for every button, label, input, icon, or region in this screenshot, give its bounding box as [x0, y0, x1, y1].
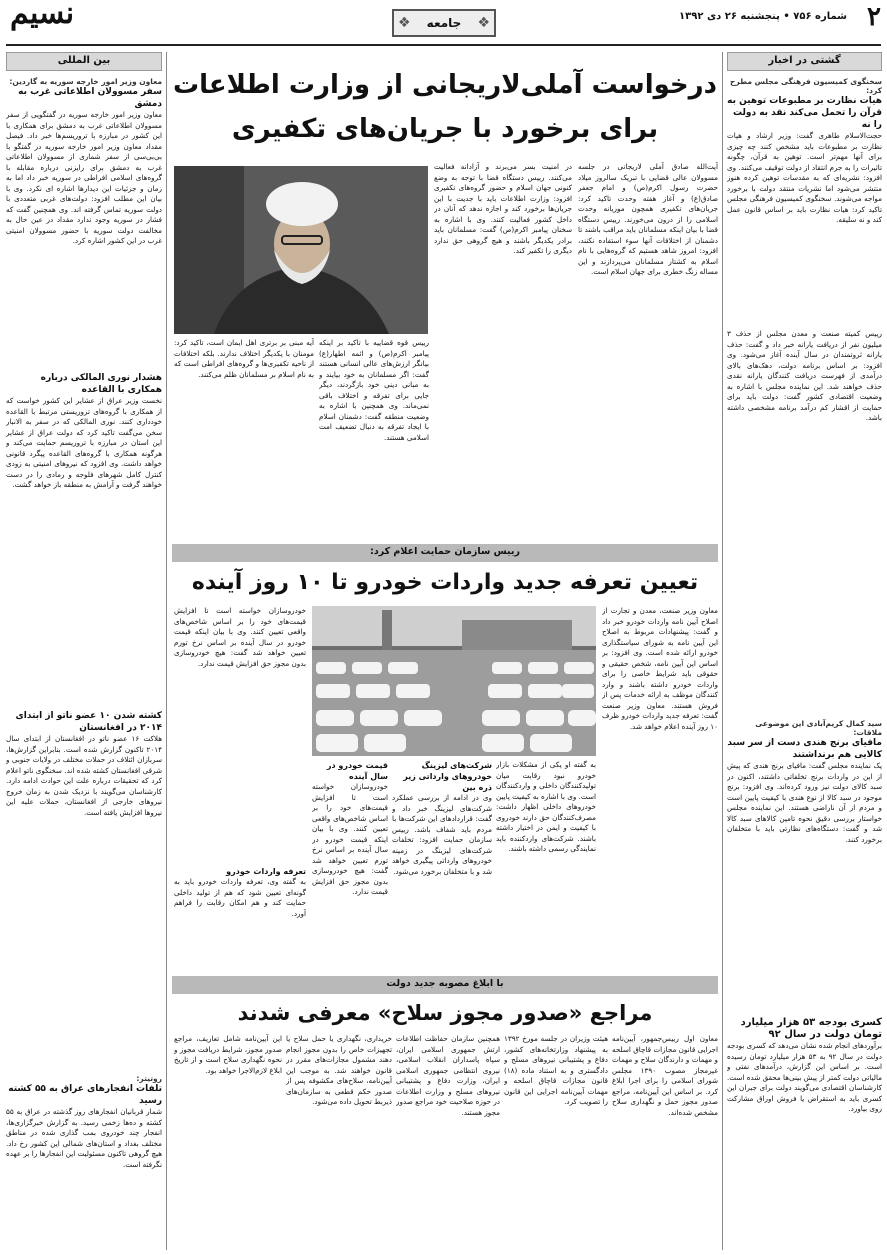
bottom-col-4: خریداری، نگهداری یا حمل سلاح یا تجهیزات خاص را بدون مجوز انجام دهند مشمول مجازات‌های مقرر در قانون خواهند شد. به موجب این آیین‌نامه، سلاح‌های مکشوفه پس از صدور حکم قطعی به سازمان‌های ذیربط تحویل داده می‌شود. — [286, 1034, 392, 1106]
car — [564, 662, 594, 674]
middle-col-1: معاون وزیر صنعت، معدن و تجارت از اصلاح آیین نامه واردات خودرو خبر داد و گفت: پیشنهادات مربوط به اصلاح این آیین نامه به شورای سیاستگذاری خودرو ارائه شده است. وی افزود: بر اساس این آیین نامه، شخص حقیقی و حقوقی باید شرایط خاصی را برای واردات خودرو داشته باشند و وارد کنندگان موظف به ارائه خدمات پس از فروش هستند. معاون وزیر صنعت گفت: تعرفه جدید واردات خودرو ظرف ۱۰ روز آینده اعلام خواهد شد. — [602, 606, 718, 731]
middle-kicker-bar: رییس سازمان حمایت اعلام کرد: — [172, 544, 718, 562]
cleric-turban — [266, 182, 338, 226]
section-ornament-left: ❖ — [398, 15, 411, 31]
middle-col-5: خودروسازان خواسته است تا افزایش قیمت‌های خود را بر اساس شاخص‌های واقعی تعیین کنند. وی با بیان اینکه قیمت خودرو در سال آینده بر اساس نرخ تورم تعیین خواهد شد گفت: هیچ خودروسازی بدون مجوز حق افزایش قیمت ندارد. — [174, 606, 306, 668]
middle-sub-3: تعرفه واردات خودرو — [226, 867, 306, 876]
right-kicker-2: سید کمال کریم‌آبادی این موضوعی ملاقات: — [755, 719, 882, 737]
page-number: ۲ — [867, 2, 881, 32]
lead-photo-caption: آیه مبنی بر برتری اهل ایمان است، تاکید کرد: مومنان با یکدیگر اختلاف ندارند. بلکه اختلافات از ناحیه تکفیری‌ها و گروه‌های افراطی است که به نام اسلام بر مسلمانان ظلم می‌کنند. — [174, 338, 314, 379]
left-body-2: نخست وزیر عراق از عشایر این کشور خواست که از همکاری با گروه‌های تروریستی مرتبط با القاعده خودداری کنند. نوری المالکی که در سفر به الانبار سخن می‌گفت تاکید کرد که دولت عراق از عشایر این استان در مبارزه با تروریسم حمایت می‌کند و هرگونه همکاری با گروه‌های القاعده پیگرد قانونی خواهد داشت. وی افزود که نیروهای امنیتی به زودی کنترل کامل شهرهای فلوجه و رمادی را در دست خواهند گرفت و آرامش به منطقه باز خواهد گشت. — [6, 396, 162, 489]
bottom-col-5: این آیین‌نامه شامل تعاریف، مراجع صدور مجوز، شرایط دریافت مجوز و نحوه نگهداری سلاح است و از تاریخ ابلاغ لازم‌الاجرا خواهد بود. — [174, 1034, 282, 1075]
middle-sub-2: قیمت خودرو در سال آینده — [326, 761, 388, 781]
right-column — [727, 52, 882, 1250]
tower — [382, 610, 392, 650]
left-title-4: تلفات انفجارهای عراق به ۵۵ کشته رسید — [8, 1084, 162, 1106]
car-lot-illustration — [312, 606, 596, 756]
right-kicker-1: سخنگوی کمیسیون فرهنگی مجلس مطرح کرد: — [730, 77, 882, 95]
left-kicker-1: معاون وزیر امور خارجه سوریه به گاردین: — [9, 77, 162, 86]
lead-title-line-2: برای برخورد با جریان‌های تکفیری — [231, 114, 659, 144]
lead-photo — [174, 166, 428, 334]
car — [528, 662, 558, 674]
portrait-illustration — [174, 166, 428, 334]
car — [364, 734, 406, 752]
car — [482, 734, 524, 752]
right-column-header: گشتی در اخبار — [727, 52, 882, 71]
section-ornament-right: ❖ — [477, 15, 490, 31]
car — [316, 710, 354, 726]
middle-col-5-wrap — [174, 606, 306, 966]
middle-col-3: وی در ادامه از بررسی عملکرد شرکت‌های لیزینگ خبر داد و گفت: قراردادهای این شرکت‌ها با مردم باید شفاف باشد. رییس سازمان حمایت افزود: تخلفات شرکت‌های لیزینگ در زمینه خودروهای وارداتی پیگیری خواهد شد و با متخلفان برخورد می‌شود. — [392, 793, 492, 876]
right-title-3: کسری بودجه ۵۳ هزار میلیارد تومان دولت در سال ۹۲ — [740, 1017, 882, 1040]
middle-col-5b: به گفته وی، تعرفه واردات خودرو باید به گونه‌ای تعیین شود که هم از تولید داخلی حمایت کند و هم امکان رقابت را فراهم آورد. — [174, 877, 306, 918]
logo: نسیم — [10, 0, 75, 31]
bottom-kicker-bar: با ابلاغ مصوبه جدید دولت — [172, 976, 718, 994]
middle-col-4: خودروسازان خواسته است تا افزایش قیمت‌های خود را بر اساس شاخص‌های واقعی تعیین کنند. وی با بیان اینکه قیمت خودرو در سال آینده بر اساس نرخ تورم تعیین خواهد شد گفت: هیچ خودروسازی بدون مجوز حق افزایش قیمت ندارد. — [312, 782, 388, 896]
middle-col-4-wrap — [312, 760, 388, 966]
car-lot-photo — [312, 606, 596, 756]
left-column-divider — [166, 52, 167, 1250]
left-column-header: بین المللی — [6, 52, 162, 71]
car — [356, 684, 390, 698]
left-title-3: کشته شدن ۱۰ عضو ناتو از ابتدای ۲۰۱۴ در افغانستان — [15, 711, 162, 733]
bottom-col-3: همچنین سازمان حفاظت اطلاعات ارتش جمهوری اسلامی ایران، سپاه پاسداران انقلاب اسلامی، نیروی انتظامی جمهوری اسلامی ایران، وزارت دفاع و پشتیبانی نیروهای مسلح و وزارت اطلاعات در حوزه صلاحیت خود مراجع صدور مجوز هستند. — [396, 1034, 500, 1117]
middle-title: تعیین تعرفه جدید واردات خودرو تا ۱۰ روز آینده — [191, 570, 699, 595]
middle-col-3-wrap — [392, 760, 492, 966]
middle-col-2: به گفته او یکی از مشکلات بازار خودرو نبود رقابت میان تولیدکنندگان داخلی و واردکنندگان است. وی با اشاره به کیفیت پایین خودروهای داخلی اظهار داشت: مصرف‌کنندگان حق دارند خودروی با کیفیت و ایمن در اختیار داشته باشند. شرکت‌های واردکننده باید نمایندگی رسمی داشته باشند. — [496, 760, 596, 853]
car — [568, 710, 596, 726]
masthead-rule — [6, 44, 881, 46]
car — [316, 684, 350, 698]
car — [316, 662, 346, 674]
left-column — [6, 52, 162, 1250]
middle-sub-1: شرکت‌های لیزینگ خودروهای وارداتی زیر ذره بین — [403, 761, 492, 792]
masthead — [0, 0, 887, 44]
left-body-4: شمار قربانیان انفجارهای روز گذشته در عراق به ۵۵ کشته و ده‌ها زخمی رسید. به گزارش خبرگزاری‌ها، انفجار چند خودروی بمب گذاری شده در مناطق مختلف بغداد و استان‌های شمالی این کشور رخ داد. هیچ گروهی تاکنون مسئولیت این انفجارها را بر عهده نگرفته است. — [6, 1107, 162, 1169]
left-body-1: معاون وزیر امور خارجه سوریه در گفتگویی از سفر مسوولان اطلاعاتی غرب به دمشق برای همکاری با این کشور در مبارزه با تروریسم‌ها خبر داد. فیصل مقداد معاون وزیر امور خارجه سوریه در گفتگو با بی‌بی‌سی از سفر شماری از مسوولان اطلاعاتی غرب به دمشق برای رایزنی درباره مقابله با گروه‌های اسلامی افراطی در سوریه خبر داد اما به زمان و جزئیات این دیدارها اشاره ای نکرد. وی با بیان این مطلب افزود: دولت‌های غربی متعددی با دولت سوریه تماس گرفته اند. وی همچنین گفت که فشار در سوریه وجود ندارد مقداد در عین حال به مخالفت دولت سوریه با حضور مسوولان امنیتی غرب در این کشور اشاره کرد. — [6, 110, 162, 245]
lead-title-line-1: درخواست آملی‌لاریجانی از وزارت اطلاعات — [173, 70, 717, 100]
car — [316, 734, 358, 752]
car — [404, 710, 442, 726]
section-label — [392, 9, 496, 37]
car — [360, 710, 398, 726]
right-body-3: برآوردهای انجام شده نشان می‌دهد که کسری بودجه دولت در سال ۹۲ به ۵۳ هزار میلیارد تومان رسیده است. بر اساس این گزارش، درآمدهای نفتی و مالیاتی دولت کمتر از پیش بینی‌ها محقق شده است. کارشناسان اقتصادی می‌گویند دولت برای جبران این کسری باید به استقراض یا فروش اوراق مشارکت روی بیاورد. — [727, 1041, 882, 1113]
lead-col-3: رییس قوه قضاییه با تاکید بر اینکه پیامبر اکرم(ص) و ائمه اطهار(ع) بیانگر ارزش‌های عالی انسانی هستند گفت: اگر مسلمانان به خود بیایند و به مبانی دینی خود بازگردند، دیگر جایی برای تفرقه و اختلاف باقی نمی‌ماند. وی همچنین با اشاره به وضعیت منطقه گفت: دشمنان اسلام با ایجاد تفرقه به دنبال تضعیف امت اسلامی هستند. — [319, 338, 429, 442]
right-body-2: یک نماینده مجلس گفت: مافیای برنج هندی که پیش از این در واردات برنج تخلفاتی داشتند، اکنون در سبد کالای دولت نیز ورود کرده‌اند. وی افزود: برنج موجود در سبد کالا از نوع هندی با کیفیت پایین است و مردم از آن ناراضی هستند. این نماینده مجلس خواستار بررسی دقیق نحوه تامین کالاهای سبد کالا شد و گفت: دستگاه‌های نظارتی باید با متخلفان برخورد کنند. — [727, 761, 882, 844]
factory-building — [462, 620, 572, 652]
bottom-col-2: هیئت وزیران در جلسه مورخ ۱۳۹۲ به پیشنهاد وزارتخانه‌های کشور، دفاع و پشتیبانی نیروهای مسلح و دادگستری و به استناد ماده (۱۸) قانون مجازات قاچاق اسلحه و مهمات آیین‌نامه اجرایی این قانون را تصویب کرد. — [504, 1034, 608, 1106]
car — [388, 662, 418, 674]
right-body-1b: رییس کمیته صنعت و معدن مجلس از حذف ۳ میلیون نفر از دریافت یارانه خبر داد و گفت: حذف یارانه ثروتمندان در سال آینده آغاز می‌شود. وی افزود: بر اساس برنامه دولت، دهک‌های بالای درآمدی از فهرست دریافت کنندگان یارانه نقدی حذف خواهند شد. این نماینده مجلس با اشاره به وضعیت اقتصادی کشور گفت: دولت باید برای حمایت از اقشار کم درآمد برنامه مشخصی داشته باشد. — [727, 329, 882, 422]
left-kicker-4: روتیتر: — [136, 1074, 162, 1083]
right-column-divider — [722, 52, 723, 1250]
section-title: جامعه — [426, 16, 462, 30]
left-body-3: هلاکت ۱۶ عضو ناتو در افغانستان از ابتدای سال ۲۰۱۴ تاکنون گزارش شده است. بنابراین گزارش‌ها، سربازان ائتلاف در حملات مختلف در ولایات جنوبی و شرقی افغانستان کشته شده اند. سخنگوی ناتو اعلام کرد که تحقیقات درباره علت این حوادث ادامه دارد. کارشناسان می‌گویند با نزدیک شدن به زمان خروج نیروهای خارجی از افغانستان، حملات علیه این نیروها افزایش یافته است. — [6, 734, 162, 817]
right-title-1: هیات نظارت بر مطبوعات توهین به قرآن را تحمل می‌کند نقد به دولت را نه — [727, 96, 882, 130]
car — [482, 710, 520, 726]
car — [488, 684, 522, 698]
issue-line: شماره ۷۵۶ • پنجشنبه ۲۶ دی ۱۳۹۲ — [679, 11, 847, 22]
car — [528, 684, 562, 698]
car — [352, 662, 382, 674]
car — [396, 684, 430, 698]
car — [492, 662, 522, 674]
right-body-1: حجت‌الاسلام طاهری گفت: وزیر ارشاد و هیات نظارت بر مطبوعات باید مشخص کنند چه چیزی برای آنها مهم‌تر است. توهین به قرآن، چگونه تاثیرات را به جرم انتقاد از دولت توقیف می‌کنند. وی افزود: نشریه‌ای که به مقدسات توهین کرده هنوز منتشر می‌شود اما نشریات منتقد دولت با برخورد مواجه می‌شوند. سخنگوی کمیسیون فرهنگی مجلس تاکید کرد: هیات نظارت باید بر اساس قانون عمل کند و نه سلیقه. — [727, 131, 882, 224]
bottom-col-1: معاون اول رییس‌جمهور، آیین‌نامه اجرایی قانون مجازات قاچاق اسلحه و مهمات و دارندگان سلاح و مهمات غیرمجاز مصوب ۱۳۹۰ مجلس شورای اسلامی را برای اجرا ابلاغ کرد. بر اساس این آیین‌نامه، مراجع صدور مجوز حمل و نگهداری سلاح مشخص شده‌اند. — [612, 1034, 718, 1117]
left-title-1: سفر مسوولان اطلاعاتی غرب به دمشق — [18, 87, 162, 109]
lead-col-2: در امنیت بسر می‌برند و آزادانه فعالیت می‌کنند. رییس دستگاه قضا با توجه به وضع کنونی جهان اسلام و حضور گروه‌های تکفیری افزود: وزارت اطلاعات باید با جدیت با این جریان‌ها برخورد کند و اجازه ندهد که آنان در داخل کشور فعالیت کنند. وی با اشاره به سخنان پیامبر اکرم(ص) گفت: مسلمانان باید برادر یکدیگر باشند و هیچ گروهی حق ندارد دیگری را تکفیر کند. — [434, 162, 572, 255]
right-title-2: مافیای برنج هندی دست از سر سبد کالایی هم برنداشتند — [727, 738, 882, 760]
car — [562, 684, 594, 698]
car — [530, 734, 572, 752]
lead-col-1: آیت‌الله صادق آملی لاریجانی در جلسه مسوولان عالی قضایی با تبریک سالروز میلاد حضرت رسول اکرم(ص) و امام جعفر صادق(ع) و آغاز هفته وحدت تاکید کرد: جریان‌های تکفیری همچون موریانه وحدت اسلامی را از درون می‌خورند. رییس دستگاه قضا با بیان اینکه مسلمانان باید مراقب باشند تا دشمنان از اختلافات آنها سوء استفاده نکنند، افزود: امروز شاهد هستیم که گروه‌هایی با نام اسلام به کشتار مسلمانان می‌پردازند و این مساله زنگ خطری برای جهان اسلام است. — [578, 162, 718, 276]
bottom-title: مراجع «صدور مجوز سلاح» معرفی شدند — [237, 1001, 653, 1025]
left-title-2: هشدار نوری المالکی درباره همکاری با القاعده — [40, 373, 162, 395]
car — [526, 710, 564, 726]
